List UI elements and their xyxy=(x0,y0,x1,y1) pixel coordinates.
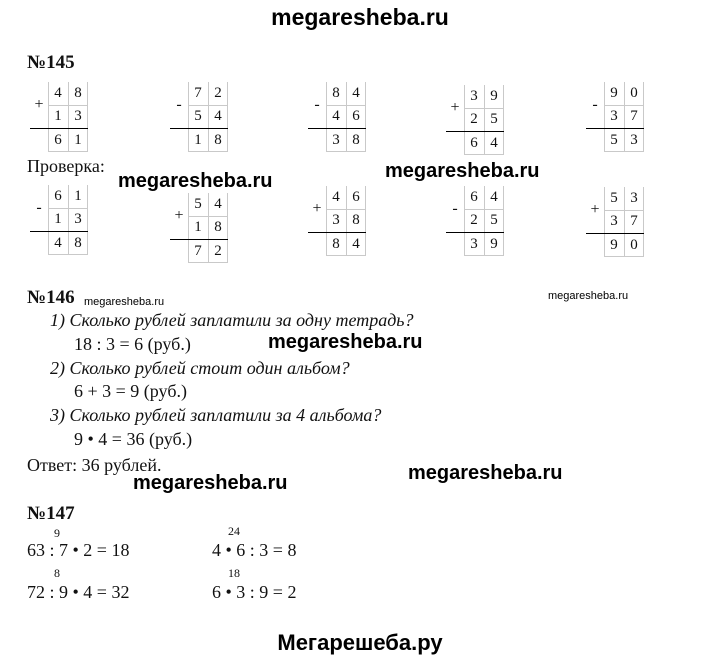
digit: 3 xyxy=(610,108,618,124)
digit: 2 xyxy=(214,85,222,101)
site-watermark: megaresheba.ru xyxy=(268,331,423,353)
digit: 4 xyxy=(214,108,222,124)
site-watermark-footer: Мегарешеба.ру xyxy=(277,630,443,655)
digit: 6 xyxy=(352,108,360,124)
digit: 3 xyxy=(470,236,478,252)
digit: 4 xyxy=(332,189,340,205)
column-calculation xyxy=(170,82,228,152)
digit: 6 xyxy=(54,132,62,148)
digit: 9 xyxy=(610,237,618,253)
site-watermark: megaresheba.ru xyxy=(408,462,563,484)
column-calculation xyxy=(446,85,504,155)
digit: 8 xyxy=(352,212,360,228)
digit: 4 xyxy=(352,236,360,252)
column-calculation xyxy=(586,82,644,152)
site-watermark: megaresheba.ru xyxy=(385,160,540,182)
column-calculation xyxy=(586,187,644,257)
site-watermark-small: megaresheba.ru xyxy=(548,290,629,302)
site-watermark-header: megaresheba.ru xyxy=(271,4,449,30)
digit: 2 xyxy=(214,243,222,259)
digit: 4 xyxy=(490,189,498,205)
digit: 2 xyxy=(470,111,478,127)
column-calculation xyxy=(30,82,88,152)
digit: 5 xyxy=(194,108,202,124)
operation-sign: + xyxy=(174,207,184,224)
digit: 1 xyxy=(54,108,62,124)
digit: 3 xyxy=(630,190,638,206)
intermediate-result: 24 xyxy=(228,524,240,538)
solution-2: 6 + 3 = 9 (руб.) xyxy=(74,381,187,401)
solution-1: 18 : 3 = 6 (руб.) xyxy=(74,334,191,354)
digit: 5 xyxy=(610,190,618,206)
column-calculation xyxy=(308,186,366,256)
digit: 6 xyxy=(470,135,478,151)
digit: 8 xyxy=(214,219,222,235)
digit: 5 xyxy=(610,132,618,148)
digit: 8 xyxy=(214,132,222,148)
digit: 0 xyxy=(630,237,638,253)
digit: 3 xyxy=(610,213,618,229)
digit: 7 xyxy=(194,85,202,101)
operation-sign: - xyxy=(452,200,458,217)
column-calculation xyxy=(30,185,88,255)
digit: 1 xyxy=(54,211,62,227)
digit: 6 xyxy=(470,189,478,205)
digit: 7 xyxy=(194,243,202,259)
digit: 5 xyxy=(194,196,202,212)
digit: 8 xyxy=(332,85,340,101)
column-calculation xyxy=(308,82,366,152)
question-3: 3) Сколько рублей заплатили за 4 альбома? xyxy=(50,405,382,425)
digit: 5 xyxy=(490,212,498,228)
digit: 3 xyxy=(332,212,340,228)
digit: 9 xyxy=(490,236,498,252)
digit: 8 xyxy=(74,85,82,101)
operation-sign: + xyxy=(450,99,460,116)
expression-2: 4 • 6 : 3 = 8 xyxy=(212,540,297,560)
digit: 1 xyxy=(74,188,82,204)
operation-sign: - xyxy=(176,96,182,113)
digit: 8 xyxy=(74,235,82,251)
expression-1: 63 : 7 • 2 = 18 xyxy=(27,540,130,560)
column-calculation xyxy=(446,186,504,256)
digit: 7 xyxy=(630,108,638,124)
digit: 1 xyxy=(74,132,82,148)
digit: 6 xyxy=(352,189,360,205)
digit: 9 xyxy=(610,85,618,101)
intermediate-result: 8 xyxy=(54,566,60,580)
digit: 3 xyxy=(74,108,82,124)
digit: 3 xyxy=(630,132,638,148)
digit: 4 xyxy=(54,85,62,101)
task-146-title: №146 xyxy=(27,287,75,308)
operation-sign: + xyxy=(34,96,44,113)
task-147-title: №147 xyxy=(27,503,75,524)
operation-sign: + xyxy=(312,200,322,217)
site-watermark: megaresheba.ru xyxy=(118,170,273,192)
digit: 8 xyxy=(332,236,340,252)
digit: 0 xyxy=(630,85,638,101)
site-watermark-small: megaresheba.ru xyxy=(84,296,165,308)
question-1: 1) Сколько рублей заплатили за одну тетрадь? xyxy=(50,310,414,330)
intermediate-result: 9 xyxy=(54,526,60,540)
operation-sign: - xyxy=(592,96,598,113)
answer-text: Ответ: 36 рублей. xyxy=(27,455,162,475)
digit: 4 xyxy=(214,196,222,212)
operation-sign: - xyxy=(36,199,42,216)
digit: 4 xyxy=(490,135,498,151)
digit: 2 xyxy=(470,212,478,228)
operation-sign: + xyxy=(590,201,600,218)
digit: 9 xyxy=(490,88,498,104)
column-calculation xyxy=(170,193,228,263)
question-2: 2) Сколько рублей стоит один альбом? xyxy=(50,358,350,378)
expression-4: 6 • 3 : 9 = 2 xyxy=(212,582,297,602)
digit: 3 xyxy=(470,88,478,104)
digit: 4 xyxy=(332,108,340,124)
task-145-title: №145 xyxy=(27,52,75,73)
solution-3: 9 • 4 = 36 (руб.) xyxy=(74,429,193,449)
check-label: Проверка: xyxy=(27,156,105,176)
digit: 8 xyxy=(352,132,360,148)
digit: 4 xyxy=(54,235,62,251)
digit: 3 xyxy=(74,211,82,227)
digit: 7 xyxy=(630,213,638,229)
digit: 1 xyxy=(194,132,202,148)
expression-3: 72 : 9 • 4 = 32 xyxy=(27,582,130,602)
digit: 4 xyxy=(352,85,360,101)
operation-sign: - xyxy=(314,96,320,113)
intermediate-result: 18 xyxy=(228,566,240,580)
digit: 6 xyxy=(54,188,62,204)
digit: 3 xyxy=(332,132,340,148)
digit: 1 xyxy=(194,219,202,235)
digit: 5 xyxy=(490,111,498,127)
site-watermark: megaresheba.ru xyxy=(133,472,288,494)
